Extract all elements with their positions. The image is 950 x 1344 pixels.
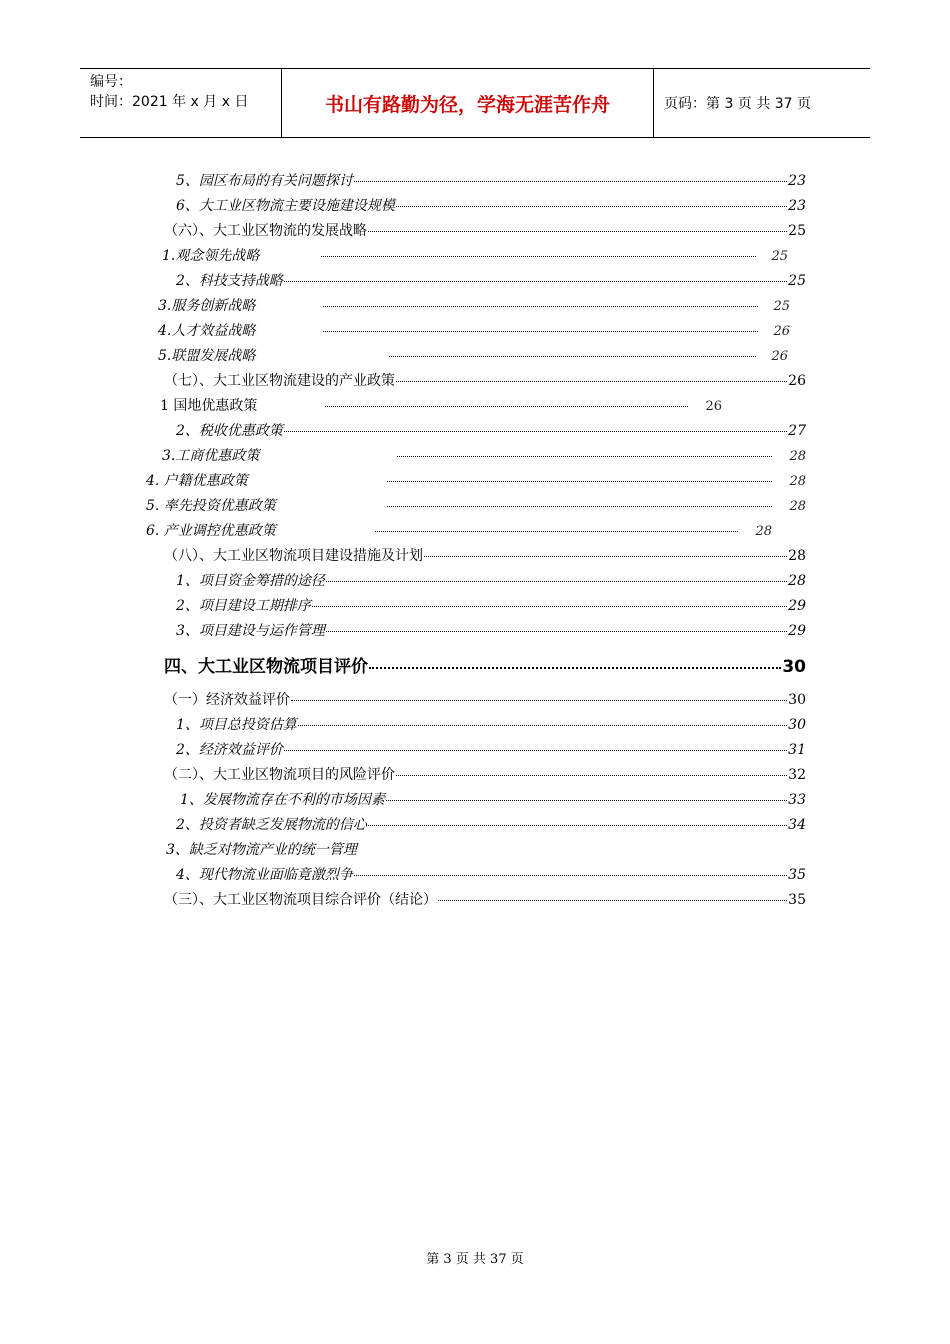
toc-entry-page: 35: [788, 892, 806, 908]
toc-entry-label: （八）、大工业区物流项目建设措施及计划: [164, 548, 423, 564]
toc-entry-page: 25: [773, 299, 790, 314]
toc-leader: [396, 205, 787, 207]
toc-leader: [298, 724, 787, 726]
toc-leader: [438, 899, 787, 901]
toc-entry-label: 4.人才效益战略: [158, 323, 256, 339]
toc-entry[interactable]: [176, 420, 806, 440]
toc-entry[interactable]: [166, 839, 357, 859]
toc-entry-page: 29: [788, 623, 806, 639]
toc-entry-page: 30: [788, 717, 806, 733]
toc-entry-page: 28: [789, 449, 806, 464]
toc-entry[interactable]: [146, 470, 806, 490]
toc-entry-page: 28: [788, 573, 806, 589]
toc-leader: [323, 330, 758, 332]
toc-leader: [369, 666, 781, 669]
toc-entry-label: 1 国地优惠政策: [160, 398, 258, 414]
toc-leader: [284, 280, 787, 282]
toc-entry[interactable]: [180, 789, 806, 809]
toc-entry-page: 23: [788, 173, 806, 189]
toc-entry-page: 29: [788, 598, 806, 614]
toc-entry[interactable]: [176, 864, 806, 884]
document-date: 时间：2021 年 x 月 x 日: [90, 94, 249, 110]
toc-entry-page: 30: [788, 692, 806, 708]
toc-entry-label: 2、经济效益评价: [176, 742, 283, 758]
toc-entry-label: 1、项目资金筹措的途径: [176, 573, 325, 589]
toc-leader: [291, 699, 787, 701]
toc-entry-page: 31: [788, 742, 806, 758]
toc-entry-label: 4. 户籍优惠政策: [146, 473, 248, 489]
toc-entry-label: 3.服务创新战略: [158, 298, 256, 314]
toc-leader: [312, 605, 787, 607]
toc-leader: [387, 505, 772, 507]
toc-entry-label: （七）、大工业区物流建设的产业政策: [164, 373, 395, 389]
toc-entry-label: （三）、大工业区物流项目综合评价（结论）: [164, 892, 437, 908]
toc-entry-label: 3、项目建设与运作管理: [176, 623, 325, 639]
toc-entry[interactable]: [176, 814, 806, 834]
toc-entry-label: 1.观念领先战略: [162, 248, 260, 264]
toc-entry-label: 6、大工业区物流主要设施建设规模: [176, 198, 395, 214]
toc-entry-page: 33: [788, 792, 806, 808]
toc-entry-page: 34: [788, 817, 806, 833]
toc-leader: [375, 530, 738, 532]
toc-entry[interactable]: [158, 295, 790, 315]
toc-entry[interactable]: [146, 495, 806, 515]
document-number-label: 编号：: [90, 74, 132, 90]
header-motto: 书山有路勤为径，学海无涯苦作舟: [282, 69, 654, 137]
toc-entry[interactable]: [164, 370, 806, 390]
toc-leader: [396, 380, 787, 382]
toc-entry[interactable]: [146, 520, 772, 540]
header-page-info: 页码：第 3 页 共 37 页: [664, 96, 811, 112]
toc-leader: [354, 874, 787, 876]
toc-entry-label: 2、项目建设工期排序: [176, 598, 311, 614]
toc-entry-label: 3.工商优惠政策: [162, 448, 260, 464]
toc-entry[interactable]: [160, 395, 722, 415]
toc-entry-page: 30: [782, 657, 806, 677]
toc-entry-page: 25: [788, 273, 806, 289]
toc-entry-label: 2、投资者缺乏发展物流的信心: [176, 817, 367, 833]
toc-leader: [284, 430, 787, 432]
toc-leader: [326, 630, 787, 632]
toc-entry[interactable]: [176, 270, 806, 290]
toc-entry[interactable]: [164, 889, 806, 909]
toc-entry[interactable]: [164, 545, 806, 565]
toc-leader: [396, 774, 787, 776]
toc-entry[interactable]: [176, 195, 806, 215]
toc-entry-label: 5.联盟发展战略: [158, 348, 256, 364]
toc-leader: [354, 180, 787, 182]
toc-leader: [321, 255, 756, 257]
toc-leader: [323, 305, 758, 307]
page-footer: 第 3 页 共 37 页: [426, 1252, 524, 1267]
toc-leader: [387, 480, 772, 482]
toc-entry[interactable]: [164, 764, 806, 784]
toc-entry[interactable]: [176, 739, 806, 759]
toc-entry-page: 28: [755, 524, 772, 539]
toc-entry[interactable]: [176, 595, 806, 615]
toc-entry-page: 25: [788, 223, 806, 239]
toc-leader: [368, 230, 787, 232]
toc-entry-label: 5. 率先投资优惠政策: [146, 498, 276, 514]
toc-leader: [424, 555, 787, 557]
toc-entry[interactable]: [176, 620, 806, 640]
toc-entry-label: 2、税收优惠政策: [176, 423, 283, 439]
toc-leader: [326, 580, 787, 582]
toc-entry-page: 25: [771, 249, 788, 264]
toc-chapter[interactable]: [164, 652, 806, 677]
toc-leader: [397, 455, 772, 457]
toc-entry[interactable]: [158, 345, 788, 365]
toc-leader: [389, 355, 756, 357]
toc-entry[interactable]: [162, 445, 806, 465]
toc-leader: [386, 799, 787, 801]
toc-entry-label: （一）经济效益评价: [164, 692, 290, 708]
toc-leader: [284, 749, 787, 751]
toc-entry-page: 26: [788, 373, 806, 389]
toc-entry-page: 28: [789, 474, 806, 489]
toc-entry-page: 26: [705, 399, 722, 414]
toc-entry-label: 1、项目总投资估算: [176, 717, 297, 733]
toc-entry-page: 32: [788, 767, 806, 783]
toc-entry-page: 23: [788, 198, 806, 214]
toc-entry[interactable]: [164, 689, 806, 709]
toc-entry-page: 28: [788, 548, 806, 564]
toc-entry-label: 6. 产业调控优惠政策: [146, 523, 276, 539]
toc-entry-label: 3、缺乏对物流产业的统一管理: [166, 842, 357, 858]
toc-leader: [368, 824, 787, 826]
toc-entry-page: 26: [771, 349, 788, 364]
toc-entry[interactable]: [176, 570, 806, 590]
toc-entry[interactable]: [176, 170, 806, 190]
toc-entry-label: （二）、大工业区物流项目的风险评价: [164, 767, 395, 783]
toc-entry[interactable]: [164, 220, 806, 240]
toc-entry-label: 2、科技支持战略: [176, 273, 283, 289]
header-meta: [80, 69, 282, 137]
page-header: [80, 68, 870, 138]
toc-entry-label: 4、现代物流业面临竟激烈争: [176, 867, 353, 883]
toc-entry[interactable]: [158, 320, 790, 340]
toc-entry-page: 35: [788, 867, 806, 883]
toc-entry[interactable]: [176, 714, 806, 734]
toc-entry-page: 27: [788, 423, 806, 439]
toc-entry-label: （六）、大工业区物流的发展战略: [164, 223, 367, 239]
toc-entry-label: 1、发展物流存在不利的市场因素: [180, 792, 385, 808]
toc-entry-page: 26: [773, 324, 790, 339]
toc-entry-page: 28: [789, 499, 806, 514]
toc-entry-label: 5、园区布局的有关问题探讨: [176, 173, 353, 189]
toc-leader: [325, 405, 688, 407]
toc-entry-label: 四、大工业区物流项目评价: [164, 657, 368, 677]
toc-entry[interactable]: [162, 245, 788, 265]
